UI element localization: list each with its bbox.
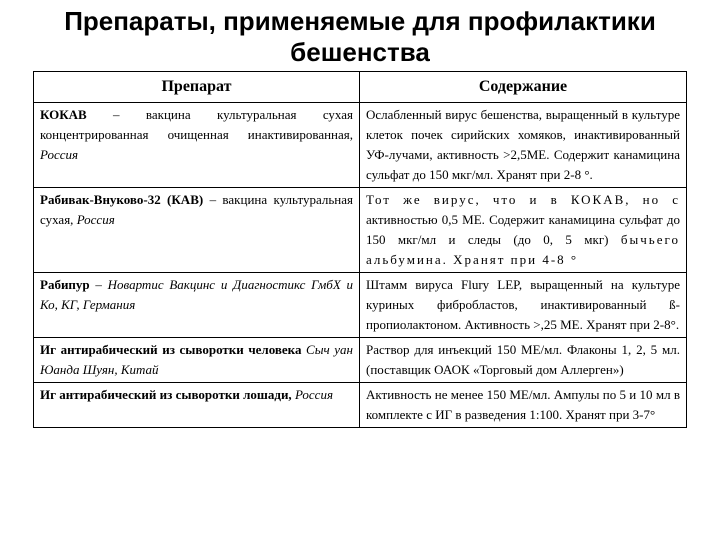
- drug-cell: [34, 273, 360, 338]
- drugs-table-container: [33, 71, 686, 428]
- content-cell: Раствор для инъекций 150 МЕ/мл. Флаконы 1, 2, 5 мл. (поставщик ОАОК «Торговый дом Аллерген»): [360, 338, 687, 383]
- drug-name: Рабипур: [40, 277, 90, 292]
- drug-origin: Россия: [40, 147, 79, 162]
- drugs-table: [33, 71, 687, 428]
- page-title-line-2: бешенства: [290, 37, 430, 67]
- table-header-row: [34, 72, 687, 103]
- drug-description: –: [89, 277, 108, 292]
- drug-name: Рабивак-Внуково-32 (КАВ): [40, 192, 204, 207]
- drug-cell: [34, 188, 360, 273]
- content-cell: Штамм вируса Flury LEP, выращенный на культуре куриных фибробластов, инактивированный ß- пропиолактоном. Активность >,25 МЕ. Хранят при 2-8°.: [360, 273, 687, 338]
- table-row: [34, 188, 687, 273]
- drug-name: Иг антирабический из сыворотки лошади,: [40, 387, 292, 402]
- header-drug: Препарат: [34, 72, 360, 103]
- table-row: [34, 383, 687, 428]
- drug-origin: Россия: [76, 212, 115, 227]
- page-title-line-1: Препараты, применяемые для профилактики: [64, 6, 656, 36]
- content-cell: Активность не менее 150 МЕ/мл. Ампулы по 5 и 10 мл в комплекте с ИГ в разведения 1:100. Хранят при 3-7°: [360, 383, 687, 428]
- content-text: активностью 0,5 МЕ. Содержит канамицина сульфат до 150 мкг/мл и следы (до 0, 5 мкг): [366, 212, 680, 247]
- drug-name: Иг антирабический из сыворотки человека: [40, 342, 302, 357]
- content-spaced-text: бычьего альбумина. Хранят при 4-8 °: [366, 232, 680, 267]
- content-cell: Ослабленный вирус бешенства, выращенный в культуре клеток почек сирийских хомяков, инактивированный УФ-лучами, активность >2,5МЕ. Содержит канамицина сульфат до 150 мкг/мл. Хранят при 2-8 °.: [360, 103, 687, 188]
- drug-origin: Новартис Вакцинс и Диагностикс ГмбХ и Ко, КГ, Германия: [40, 277, 353, 312]
- drug-origin: Сыч уан Юанда Шуян, Китай: [40, 342, 354, 377]
- table-row: [34, 273, 687, 338]
- drug-description: – вакцина культуральная сухая концентрированная очищенная инактивированная,: [40, 107, 353, 142]
- drug-description: – вакцина культуральная сухая,: [40, 192, 353, 227]
- drug-name: КОКАВ: [40, 107, 87, 122]
- drug-cell: [34, 383, 360, 428]
- drug-cell: [34, 103, 360, 188]
- table-row: [34, 103, 687, 188]
- drug-cell: [34, 338, 360, 383]
- table-row: [34, 338, 687, 383]
- drug-origin: Россия: [294, 387, 333, 402]
- content-cell: [360, 188, 687, 273]
- content-spaced-text: Тот же вирус, что и в КОКАВ, но с: [366, 192, 680, 207]
- page-title: [0, 6, 720, 68]
- header-content: Содержание: [360, 72, 687, 103]
